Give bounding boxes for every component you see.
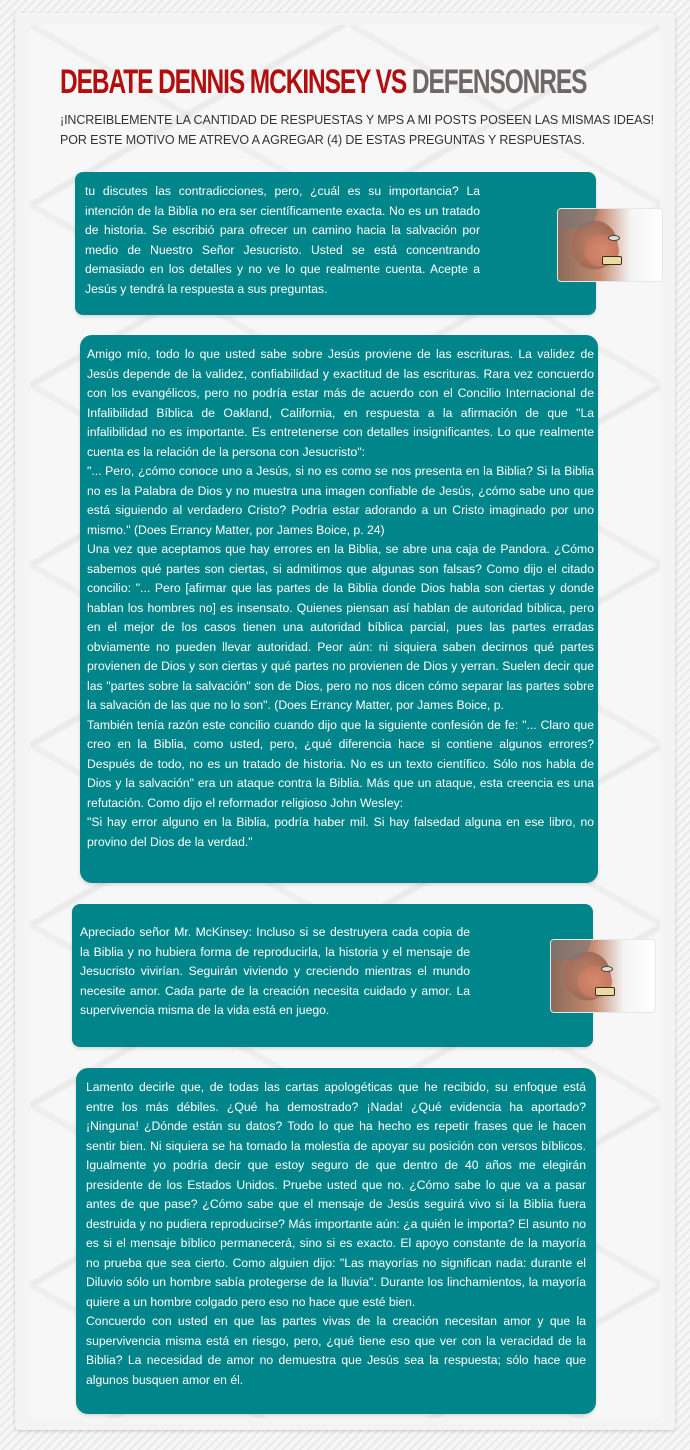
reply-paragraph: Lamento decirle que, de todas las cartas apologéticas que he recibido, su enfoque está entre los más débiles. ¿Qué ha demostrado? ¡Nada! ¿Qué evidencia ha aportado? ¡Ninguna! ¿Dónde están su datos? Todo lo que ha hecho es repetir frases que le hacen sentir bien. Ni siquiera se ha tomado la molestia de apoyar su posición con versos bíblicos. Igualmente yo podría decir que estoy seguro de que dentro de 40 años me elegirán presidente de los Estados Unidos. Pruebe usted que no. ¿Cómo sabe lo que va a pasar antes de que pase? ¿Cómo sabe que el mensaje de Jesús seguirá vivo si la Biblia fuera destruida y no pudiera reproducirse? Más importante aún: ¿a quién le importa? El asunto no es si el mensaje bíblico permanecerá, sino si es exacto. El apoyo constante de la mayoría no prueba que sea cierto. Como alguien dijo: "Las mayorías no significan nada: durante el Diluvio sólo un hombre sabía protegerse de la lluvia". Durante los linchamientos, la mayoría quiere a un hombre colgado pero eso no hace que esté bien. xyxy=(86,1080,586,1309)
reply-text xyxy=(86,1078,586,1390)
teeth-shape xyxy=(602,256,622,265)
page-subtitle xyxy=(60,110,660,150)
subtitle-line: POR ESTE MOTIVO ME ATREVO A AGREGAR (4) DE ESTAS PREGUNTAS Y RESPUESTAS. xyxy=(60,133,585,147)
reply-paragraph: Amigo mío, todo lo que usted sabe sobre Jesús proviene de las escrituras. La validez de Jesús depende de la validez, confiabilidad y exactitud de las escrituras. Rara vez concuerdo con los evangélicos, pero no podría estar más de acuerdo con el Concilio Internacional de Infalibilidad Bíblica de Oakland, California, en respuesta a la afirmación de que "La infalibilidad no es importante. Es entretenerse con detalles insignificantes. Lo que realmente cuenta es la relación de la persona con Jesucristo": xyxy=(87,347,594,459)
page-title xyxy=(60,62,586,102)
reply-paragraph: "... Pero, ¿cómo conoce uno a Jesús, si no es como se nos presenta en la Biblia? Si la Biblia no es la Palabra de Dios y no muestra una imagen confiable de Jesús, ¿cómo sabe uno que está siguiendo al verdadero Cristo? Podría estar adorando a un Cristo imaginado por uno mismo." (Does Errancy Matter, por James Boice, p. 24) xyxy=(87,464,594,537)
subtitle-line: ¡INCREIBLEMENTE LA CANTIDAD DE RESPUESTAS Y MPS A MI POSTS POSEEN LAS MISMAS IDEAS! xyxy=(60,113,654,127)
reply-paragraph: Una vez que aceptamos que hay errores en la Biblia, se abre una caja de Pandora. ¿Cómo sabemos qué partes son ciertas, si admitimos que algunas son falsas? Como dijo el citado concilio: "... Pero [afirmar que las partes de la Biblia donde Dios habla son ciertas y donde hablan los hombres no] es insensato. Quienes piensan así hablan de autoridad bíblica, pero en el mejor de los casos tienen una autoridad bíblica parcial, pues las partes erradas obviamente no pueden llevar autoridad. Peor aún: ni siquiera saben decirnos qué partes provienen de Dios y son ciertas y qué partes no provienen de Dios y yerran. Suelen decir que las "partes sobre la salvación" son de Dios, pero no nos dicen cómo separar las partes sobre la salvación de las que no lo son". (Does Errancy Matter, por James Boice, p. xyxy=(87,542,594,712)
eye-shape xyxy=(601,966,613,972)
teeth-shape xyxy=(595,987,615,996)
eye-shape xyxy=(608,235,620,241)
reply-paragraph: También tenía razón este concilio cuando dijo que la siguiente confesión de fe: "... Claro que creo en la Biblia, como usted, pero, ¿qué diferencia hace si contiene algunos errores? Después de todo, no es un tratado de historia. No es un texto científico. Sólo nos habla de Dios y la salvación" era un ataque contra la Biblia. Más que un ataque, esta creencia es una refutación. Como dijo el reformador religioso John Wesley: xyxy=(87,717,594,810)
angry-man-avatar xyxy=(557,208,663,282)
mckinsey-reply-card xyxy=(80,335,598,883)
message-text: Apreciado señor Mr. McKinsey: Incluso si se destruyera cada copia de la Biblia y no hubiera forma de reproducirla, la historia y el mensaje de Jesucristo vivirían. Seguirán viviendo y creciendo mientras el mundo necesite amor. Cada parte de la creación necesita cuidado y amor. La supervivencia misma de la vida está en juego. xyxy=(80,925,470,1017)
defender-message-card xyxy=(75,172,596,315)
reply-paragraph: Concuerdo con usted en que las partes vivas de la creación necesitan amor y que la supervivencia misma está en riesgo, pero, ¿qué tiene eso que ver con la veracidad de la Biblia? La necesidad de amor no demuestra que Jesús sea la respuesta; sólo hace que algunos busquen amor en él. xyxy=(86,1314,586,1387)
hair-shape xyxy=(558,209,598,229)
hair-shape xyxy=(551,940,591,960)
defender-message-card xyxy=(72,904,593,1047)
angry-man-avatar xyxy=(550,939,656,1013)
title-red-part: DEBATE DENNIS MCKINSEY VS xyxy=(60,63,407,101)
reply-text xyxy=(87,345,594,852)
message-text: tu discutes las contradicciones, pero, ¿cuál es su importancia? La intención de la Biblia no era ser científicamente exacta. No es un tratado de historia. Se escribió para ofrecer un camino hacia la salvación por medio de Nuestro Señor Jesucristo. Usted se está concentrando demasiado en los detalles y no ve lo que realmente cuenta. Acepte a Jesús y tendrá la respuesta a sus preguntas. xyxy=(85,184,480,296)
reply-paragraph: "Si hay error alguno en la Biblia, podría haber mil. Si hay falsedad alguna en ese libro, no provino del Dios de la verdad." xyxy=(87,815,594,849)
title-gray-part: DEFENSONRES xyxy=(411,63,587,101)
mckinsey-reply-card xyxy=(76,1068,596,1414)
